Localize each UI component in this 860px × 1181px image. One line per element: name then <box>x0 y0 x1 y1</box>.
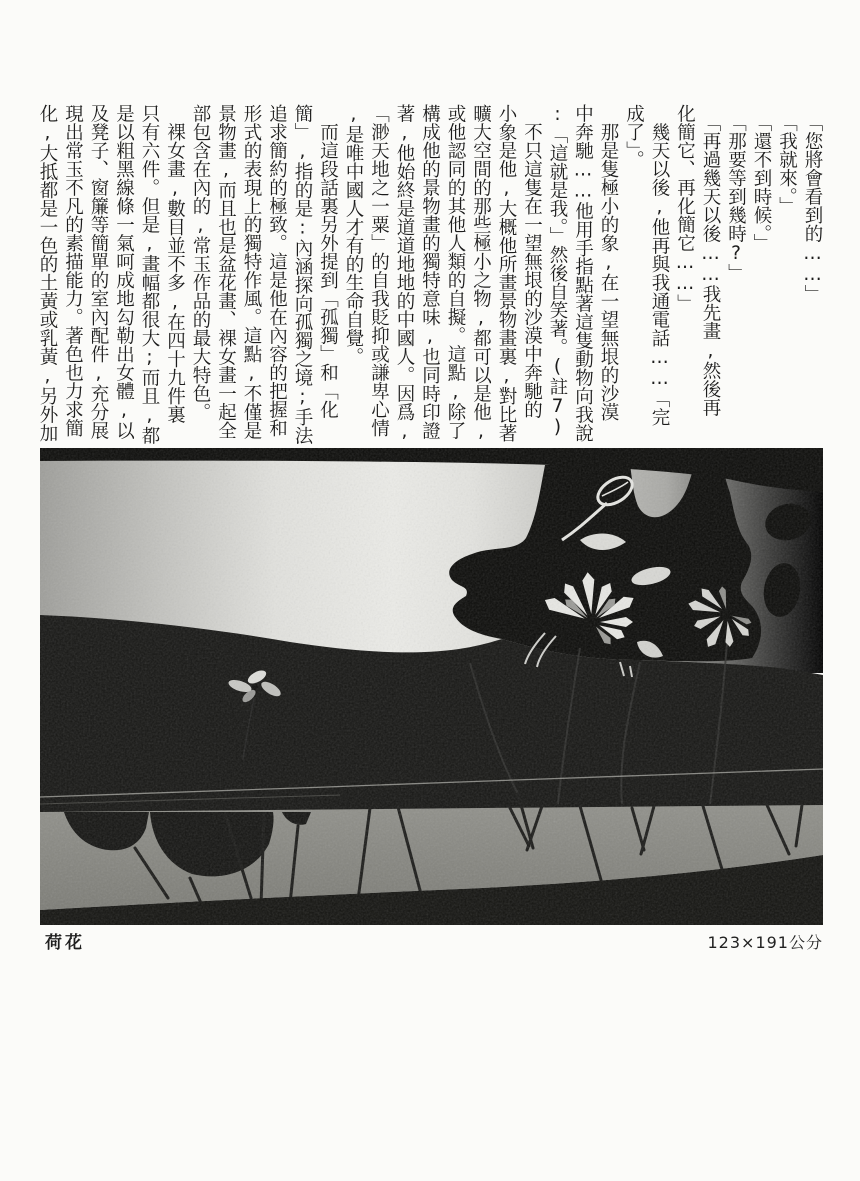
text-column: 那是隻極小的象,在一望無垠的沙漠 <box>598 104 619 421</box>
text-column: 中奔馳……他用手指點著這隻動物向我說 <box>572 104 594 442</box>
text-column: 幾天以後,他再與我通電話……「完 <box>649 104 670 426</box>
text-column: 著,他始終是道道地地的中國人。因爲, <box>394 104 415 442</box>
text-column: 不只這隻在一望無垠的沙漠中奔馳的 <box>521 104 543 419</box>
text-column: 及凳子、窗簾等簡單的室內配件,充分展 <box>88 104 109 440</box>
caption-painting-title: 荷花 <box>45 933 85 953</box>
text-column: 而這段話裏另外提到「孤獨」和「化 <box>317 104 339 419</box>
text-column: ,是唯中國人才有的生命自覺。 <box>343 104 364 366</box>
text-column: 景物畫,而且也是盆花畫、裸女畫一起全 <box>215 104 237 440</box>
text-column: 化,大抵都是一色的土黃或乳黃,另外加 <box>37 104 58 442</box>
text-column: 部包含在內的,常玉作品的最大特色。 <box>190 104 211 421</box>
text-column: 「您將會看到的……」 <box>802 104 823 304</box>
text-column: 化簡它、再化簡它……」 <box>674 104 696 313</box>
text-column: 只有六件。但是,畫幅都很大;而且,都 <box>139 104 160 445</box>
text-column: 「渺天地之一粟」的自我貶抑或謙卑心情 <box>368 104 390 437</box>
lotus-painting-figure <box>40 448 823 925</box>
text-column: 曠大空間的那些極小之物,都可以是他, <box>470 104 492 442</box>
text-column: 「我就來。」 <box>776 104 798 215</box>
text-column: 構成他的景物畫的獨特意味,也同時印證 <box>419 104 441 440</box>
text-column: 成了」。 <box>623 104 645 169</box>
text-column: 形式的表現上的獨特作風。這點,不僅是 <box>241 104 262 440</box>
text-column: 是以粗黑線條一氣呵成地勾勒出女體,以 <box>113 104 135 440</box>
text-column: 或他認同的其他人類的自擬。這點,除了 <box>445 104 466 440</box>
text-column: 簡」,指的是:內涵探向孤獨之境;手法 <box>292 104 313 445</box>
text-column: 現出常玉不凡的素描能力。著色也力求簡 <box>62 104 84 437</box>
scan-grain-overlay <box>40 448 823 925</box>
text-column: 「還不到時候。」 <box>751 104 772 252</box>
lotus-painting-image <box>40 448 823 925</box>
text-column: 小象是他,大概他所畫景物畫裏,對比著 <box>496 104 517 442</box>
article-text-block <box>31 104 825 456</box>
text-column: 「再過幾天以後……我先畫,然後再 <box>700 104 721 417</box>
text-column: 「那要等到幾時?」 <box>725 104 747 283</box>
caption-painting-dimensions: 123×191公分 <box>707 933 823 952</box>
text-column: 裸女畫,數目並不多,在四十九件裏 <box>164 104 186 424</box>
text-column: 追求簡約的極致。這是他在內容的把握和 <box>266 104 288 437</box>
text-column: :「這就是我。」然後自笑著。(註7) <box>547 104 568 438</box>
